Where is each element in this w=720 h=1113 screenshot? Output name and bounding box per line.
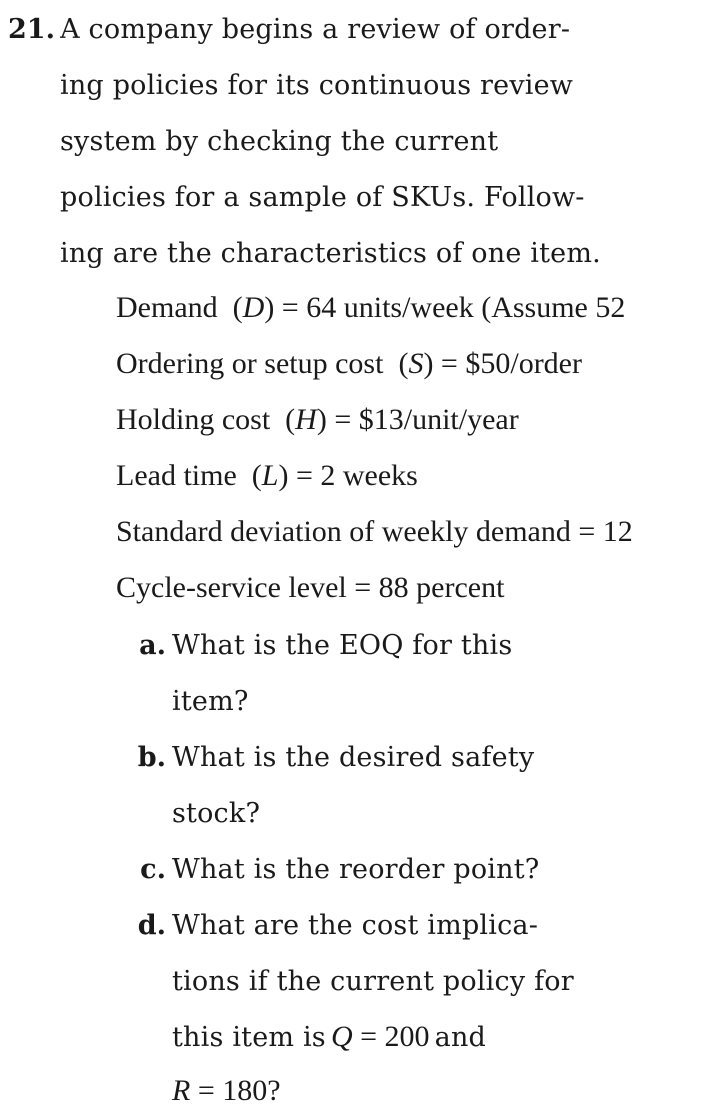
question-d-text-3: this item is: [172, 1022, 326, 1053]
r-symbol: R: [172, 1074, 191, 1107]
intro-text-2: ing policies for its continuous review: [60, 70, 574, 101]
question-b-text-2: stock?: [172, 798, 261, 829]
question-b-text-1: What is the desired safety: [172, 742, 535, 773]
intro-text-4: policies for a sample of SKUs. Follow-: [60, 182, 585, 213]
question-d: [130, 912, 538, 939]
q-symbol: Q: [330, 1020, 353, 1053]
demand-value: 64 units/week (Assume 52: [306, 291, 626, 324]
question-b: [130, 744, 534, 771]
holding-value: $13/unit/year: [358, 403, 519, 436]
lead-time-line: Lead time (L) = 2 weeks: [116, 459, 418, 492]
lead-value: 2 weeks: [320, 459, 418, 492]
question-d-text-2: tions if the current policy for: [172, 966, 574, 997]
stddev-label: Standard deviation of weekly demand: [116, 515, 571, 548]
question-a-text-1: What is the EOQ for this: [172, 630, 513, 661]
intro-text-3: system by checking the current: [60, 126, 499, 157]
and-word: and: [434, 1022, 487, 1053]
question-d-text-1: What are the cost implica-: [172, 910, 539, 941]
question-c-text-1: What is the reorder point?: [172, 854, 540, 885]
question-d-line-3: this item is Q = 200 and: [172, 1020, 487, 1053]
csl-value: 88 percent: [378, 571, 505, 604]
setup-cost-line: Ordering or setup cost (S) = $50/order: [116, 347, 582, 380]
holding-symbol: H: [295, 403, 317, 436]
csl-label: Cycle-service level: [116, 571, 347, 604]
lead-label: Lead time: [116, 459, 237, 492]
intro-text-5: ing are the characteristics of one item.: [60, 238, 601, 269]
question-d-label: d.: [137, 910, 166, 941]
intro-text-1: A company begins a review of order-: [60, 14, 571, 45]
question-d-line-4: R = 180?: [172, 1074, 281, 1107]
problem-number: 21.: [8, 14, 55, 45]
setup-label: Ordering or setup cost: [116, 347, 384, 380]
question-b-label: b.: [137, 742, 166, 773]
setup-symbol: S: [408, 347, 424, 380]
q-value: 200: [384, 1020, 430, 1053]
question-a-label: a.: [139, 630, 166, 661]
stddev-line: Standard deviation of weekly demand = 12: [116, 515, 633, 548]
setup-value: $50/order: [465, 347, 582, 380]
holding-label: Holding cost: [116, 403, 271, 436]
r-value: 180?: [222, 1074, 281, 1107]
question-c-label: c.: [140, 854, 166, 885]
stddev-value: 12: [602, 515, 633, 548]
question-a-text-2: item?: [172, 686, 249, 717]
demand-symbol: D: [242, 291, 265, 324]
question-a: [130, 632, 512, 659]
problem-intro-line-1: [8, 16, 570, 43]
question-c: [130, 856, 539, 883]
holding-cost-line: Holding cost (H) = $13/unit/year: [116, 403, 519, 436]
demand-label: Demand: [116, 291, 218, 324]
demand-line: Demand (D) = 64 units/week (Assume 52: [116, 291, 626, 324]
lead-symbol: L: [261, 459, 279, 492]
csl-line: Cycle-service level = 88 percent: [116, 571, 505, 604]
